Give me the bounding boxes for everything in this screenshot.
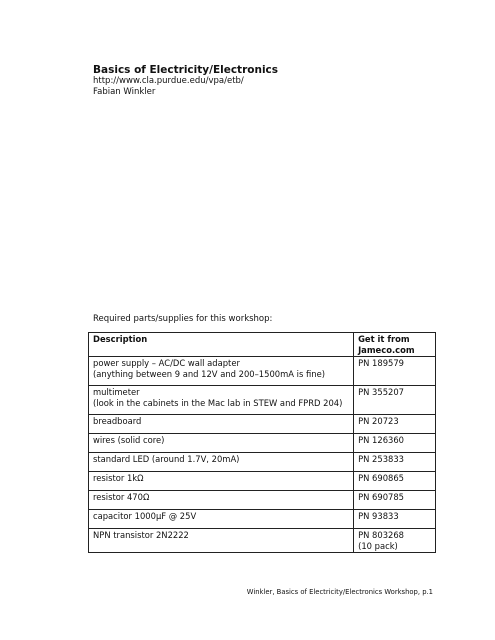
- table-header-row: [89, 333, 436, 357]
- part-description: resistor 1kΩ: [89, 472, 354, 491]
- table-row: [89, 453, 436, 472]
- part-number: PN 189579: [354, 357, 436, 386]
- parts-table: [88, 332, 436, 553]
- table-row: [89, 434, 436, 453]
- part-description: wires (solid core): [89, 434, 354, 453]
- table-row: [89, 491, 436, 510]
- part-description: capacitor 1000µF @ 25V: [89, 510, 354, 529]
- part-number: PN 803268 (10 pack): [354, 529, 436, 553]
- part-description: standard LED (around 1.7V, 20mA): [89, 453, 354, 472]
- part-description: NPN transistor 2N2222: [89, 529, 354, 553]
- table-row: [89, 386, 436, 415]
- part-number: PN 93833: [354, 510, 436, 529]
- header-source: Get it from Jameco.com: [354, 333, 436, 357]
- table-row: [89, 529, 436, 553]
- part-number: PN 690785: [354, 491, 436, 510]
- table-row: [89, 415, 436, 434]
- document-title: Basics of Electricity/Electronics: [93, 64, 279, 76]
- table-row: [89, 472, 436, 491]
- part-description: resistor 470Ω: [89, 491, 354, 510]
- table-row: [89, 357, 436, 386]
- part-number: PN 126360: [354, 434, 436, 453]
- document-header: [93, 64, 453, 98]
- part-description: breadboard: [89, 415, 354, 434]
- part-description: power supply – AC/DC wall adapter (anything between 9 and 12V and 200–1500mA is fine): [89, 357, 354, 386]
- part-number: PN 690865: [354, 472, 436, 491]
- table-row: [89, 510, 436, 529]
- part-number: PN 253833: [354, 453, 436, 472]
- page-footer: Winkler, Basics of Electricity/Electronics Workshop, p.1: [246, 588, 433, 596]
- part-description: multimeter (look in the cabinets in the Mac lab in STEW and FPRD 204): [89, 386, 354, 415]
- part-number: PN 20723: [354, 415, 436, 434]
- source-url: http://www.cla.purdue.edu/vpa/etb/: [93, 76, 244, 86]
- header-description: Description: [89, 333, 354, 357]
- part-number: PN 355207: [354, 386, 436, 415]
- author-name: Fabian Winkler: [93, 87, 156, 97]
- parts-intro: Required parts/supplies for this workshop:: [93, 314, 273, 324]
